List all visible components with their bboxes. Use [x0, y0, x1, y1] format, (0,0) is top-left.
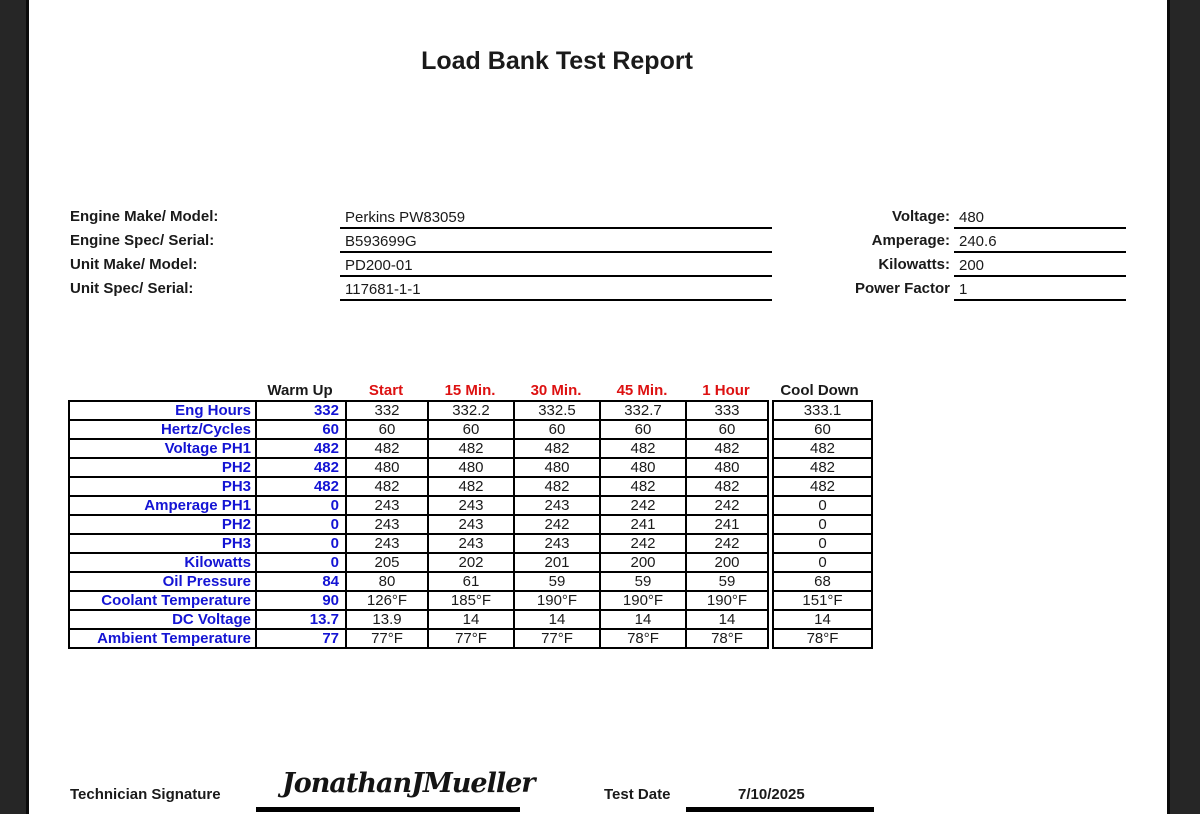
reading-value: 59 [686, 572, 768, 591]
viewer-right-gutter [1167, 0, 1200, 814]
test-data-tables [68, 400, 873, 649]
reading-value: 242 [686, 534, 768, 553]
info-field-value: 240.6 [954, 230, 1126, 253]
reading-value: 482 [346, 477, 428, 496]
reading-value: 482 [346, 439, 428, 458]
info-field-label: Power Factor [854, 280, 950, 297]
reading-value: 14 [686, 610, 768, 629]
column-header: 30 Min. [530, 382, 582, 399]
table-row-cooldown [773, 458, 872, 477]
reading-value: 482 [428, 439, 514, 458]
row-label: Amperage PH1 [69, 496, 256, 515]
reading-value: 243 [346, 496, 428, 515]
reading-value: 480 [428, 458, 514, 477]
reading-value: 59 [514, 572, 600, 591]
table-row-cooldown [773, 477, 872, 496]
reading-value: 126°F [346, 591, 428, 610]
reading-value: 482 [686, 439, 768, 458]
reading-value: 14 [428, 610, 514, 629]
cool-down-value: 78°F [773, 629, 872, 648]
warm-up-value: 77 [256, 629, 346, 648]
reading-value: 333 [686, 401, 768, 420]
reading-value: 185°F [428, 591, 514, 610]
cool-down-value: 60 [773, 420, 872, 439]
info-field-label: Voltage: [891, 208, 950, 225]
info-row [70, 254, 780, 278]
column-header: 15 Min. [444, 382, 496, 399]
info-field-value: 200 [954, 254, 1126, 277]
info-field-label: Amperage: [871, 232, 950, 249]
info-field-label: Unit Make/ Model: [70, 256, 198, 273]
row-label: Hertz/Cycles [69, 420, 256, 439]
reading-value: 480 [514, 458, 600, 477]
warm-up-value: 482 [256, 458, 346, 477]
info-field-value: 117681-1-1 [340, 278, 772, 301]
table-row [69, 496, 768, 515]
warm-up-value: 332 [256, 401, 346, 420]
cool-down-value: 0 [773, 496, 872, 515]
row-label: Voltage PH1 [69, 439, 256, 458]
reading-value: 243 [346, 515, 428, 534]
table-row-cooldown [773, 496, 872, 515]
reading-value: 332.5 [514, 401, 600, 420]
row-label: Kilowatts [69, 553, 256, 572]
main-readings-table [68, 400, 769, 649]
reading-value: 480 [346, 458, 428, 477]
cooldown-column-table [772, 400, 873, 649]
reading-value: 190°F [514, 591, 600, 610]
info-field-value: 480 [954, 206, 1126, 229]
column-header: Warm Up [267, 382, 333, 399]
reading-value: 242 [686, 496, 768, 515]
row-label: Ambient Temperature [69, 629, 256, 648]
reading-value: 200 [686, 553, 768, 572]
table-header-row [68, 381, 869, 400]
table-row [69, 401, 768, 420]
reading-value: 77°F [428, 629, 514, 648]
reading-value: 13.9 [346, 610, 428, 629]
reading-value: 60 [514, 420, 600, 439]
reading-value: 14 [514, 610, 600, 629]
reading-value: 480 [600, 458, 686, 477]
reading-value: 190°F [686, 591, 768, 610]
row-label: DC Voltage [69, 610, 256, 629]
info-field-label: Unit Spec/ Serial: [70, 280, 194, 297]
technician-signature-label: Technician Signature [70, 786, 221, 803]
cool-down-value: 0 [773, 553, 872, 572]
info-row [828, 230, 1134, 254]
reading-value: 242 [600, 534, 686, 553]
table-row [69, 610, 768, 629]
page-title: Load Bank Test Report [421, 47, 693, 75]
warm-up-value: 0 [256, 553, 346, 572]
column-header: Start [368, 382, 404, 399]
table-row [69, 572, 768, 591]
warm-up-value: 13.7 [256, 610, 346, 629]
test-date-value: 7/10/2025 [738, 786, 805, 803]
table-row-cooldown [773, 591, 872, 610]
reading-value: 482 [600, 439, 686, 458]
viewer-left-gutter [0, 0, 29, 814]
reading-value: 243 [346, 534, 428, 553]
reading-value: 242 [514, 515, 600, 534]
cool-down-value: 0 [773, 534, 872, 553]
table-row [69, 591, 768, 610]
reading-value: 205 [346, 553, 428, 572]
cool-down-value: 14 [773, 610, 872, 629]
reading-value: 332 [346, 401, 428, 420]
cool-down-value: 482 [773, 439, 872, 458]
table-row-cooldown [773, 572, 872, 591]
reading-value: 241 [600, 515, 686, 534]
reading-value: 14 [600, 610, 686, 629]
column-header: 45 Min. [616, 382, 668, 399]
technician-signature: JonathanJMueller [282, 768, 535, 799]
table-row-cooldown [773, 534, 872, 553]
row-label: PH3 [69, 534, 256, 553]
table-row-cooldown [773, 515, 872, 534]
warm-up-value: 84 [256, 572, 346, 591]
reading-value: 482 [600, 477, 686, 496]
reading-value: 480 [686, 458, 768, 477]
reading-value: 332.2 [428, 401, 514, 420]
table-row [69, 515, 768, 534]
reading-value: 482 [514, 439, 600, 458]
info-row [828, 278, 1134, 302]
cool-down-value: 68 [773, 572, 872, 591]
reading-value: 60 [346, 420, 428, 439]
cool-down-value: 333.1 [773, 401, 872, 420]
signature-underline [256, 807, 520, 812]
reading-value: 80 [346, 572, 428, 591]
reading-value: 243 [428, 496, 514, 515]
reading-value: 243 [514, 496, 600, 515]
reading-value: 243 [428, 534, 514, 553]
info-field-label: Kilowatts: [878, 256, 950, 273]
table-row [69, 458, 768, 477]
warm-up-value: 60 [256, 420, 346, 439]
table-row [69, 439, 768, 458]
info-field-label: Engine Make/ Model: [70, 208, 219, 225]
reading-value: 59 [600, 572, 686, 591]
reading-value: 332.7 [600, 401, 686, 420]
cool-down-value: 482 [773, 458, 872, 477]
reading-value: 202 [428, 553, 514, 572]
info-row [70, 230, 780, 254]
row-label: Coolant Temperature [69, 591, 256, 610]
warm-up-value: 0 [256, 534, 346, 553]
reading-value: 78°F [686, 629, 768, 648]
row-label: PH2 [69, 458, 256, 477]
info-field-value: Perkins PW83059 [340, 206, 772, 229]
reading-value: 78°F [600, 629, 686, 648]
column-header: Cool Down [780, 382, 859, 399]
table-row-cooldown [773, 610, 872, 629]
info-field-value: B593699G [340, 230, 772, 253]
table-row [69, 420, 768, 439]
row-label: PH2 [69, 515, 256, 534]
table-row [69, 534, 768, 553]
test-date-label: Test Date [604, 786, 671, 803]
reading-value: 60 [686, 420, 768, 439]
cool-down-value: 151°F [773, 591, 872, 610]
info-field-value: 1 [954, 278, 1126, 301]
table-row [69, 477, 768, 496]
warm-up-value: 0 [256, 515, 346, 534]
reading-value: 61 [428, 572, 514, 591]
table-row [69, 629, 768, 648]
row-label: Eng Hours [69, 401, 256, 420]
reading-value: 200 [600, 553, 686, 572]
warm-up-value: 482 [256, 477, 346, 496]
info-row [828, 254, 1134, 278]
table-row-cooldown [773, 401, 872, 420]
warm-up-value: 90 [256, 591, 346, 610]
reading-value: 77°F [514, 629, 600, 648]
reading-value: 242 [600, 496, 686, 515]
info-row [828, 206, 1134, 230]
cool-down-value: 482 [773, 477, 872, 496]
table-row-cooldown [773, 629, 872, 648]
reading-value: 60 [600, 420, 686, 439]
info-row [70, 278, 780, 302]
reading-value: 482 [428, 477, 514, 496]
table-row-cooldown [773, 420, 872, 439]
warm-up-value: 0 [256, 496, 346, 515]
reading-value: 201 [514, 553, 600, 572]
reading-value: 77°F [346, 629, 428, 648]
info-row [70, 206, 780, 230]
row-label: PH3 [69, 477, 256, 496]
reading-value: 482 [514, 477, 600, 496]
info-field-label: Engine Spec/ Serial: [70, 232, 215, 249]
reading-value: 190°F [600, 591, 686, 610]
reading-value: 60 [428, 420, 514, 439]
header-spacer [68, 381, 255, 400]
reading-value: 241 [686, 515, 768, 534]
reading-value: 243 [428, 515, 514, 534]
cool-down-value: 0 [773, 515, 872, 534]
info-field-value: PD200-01 [340, 254, 772, 277]
table-row [69, 553, 768, 572]
reading-value: 243 [514, 534, 600, 553]
table-row-cooldown [773, 439, 872, 458]
warm-up-value: 482 [256, 439, 346, 458]
row-label: Oil Pressure [69, 572, 256, 591]
column-header: 1 Hour [702, 382, 750, 399]
table-row-cooldown [773, 553, 872, 572]
test-date-underline [686, 807, 874, 812]
reading-value: 482 [686, 477, 768, 496]
